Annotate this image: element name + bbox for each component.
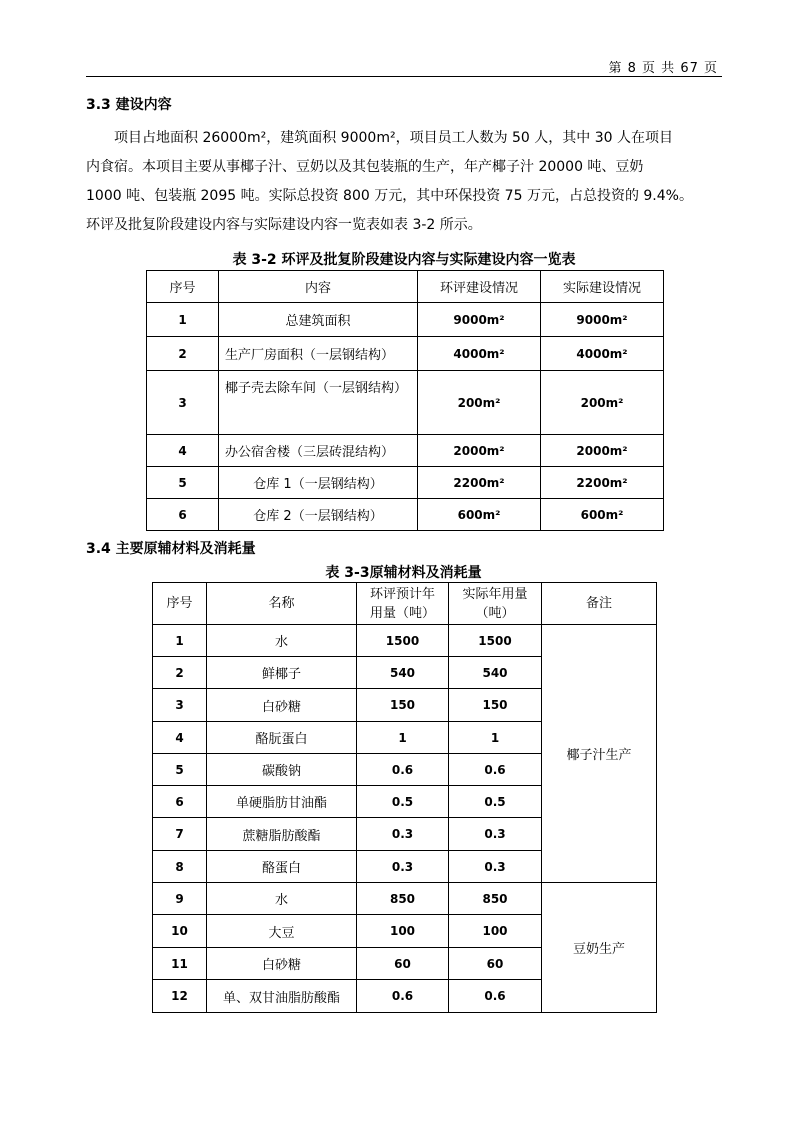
- eia-amount: 60: [357, 948, 449, 980]
- material-name: 单硬脂肪甘油酯: [207, 786, 357, 818]
- eia-amount: 1: [357, 722, 449, 754]
- material-name: 大豆: [207, 915, 357, 948]
- header-cell: 实际建设情况: [541, 271, 664, 303]
- eia-cell: 600m²: [418, 499, 541, 531]
- remark-cell: 豆奶生产: [542, 883, 657, 1013]
- eia-amount: 150: [357, 689, 449, 722]
- paragraph-line: 环评及批复阶段建设内容与实际建设内容一览表如表 3-2 所示。: [86, 217, 482, 233]
- header-cell: 名称: [207, 583, 357, 625]
- row-number: 10: [153, 915, 207, 948]
- row-number: 1: [153, 625, 207, 657]
- eia-amount: 0.3: [357, 851, 449, 883]
- header-cell: 序号: [153, 583, 207, 625]
- row-number: 6: [153, 786, 207, 818]
- row-number: 4: [153, 722, 207, 754]
- actual-cell: 600m²: [541, 499, 664, 531]
- eia-cell: 200m²: [418, 371, 541, 435]
- row-number: 6: [147, 499, 219, 531]
- actual-amount: 0.6: [449, 980, 542, 1013]
- paragraph-line: 项目占地面积 26000m²，建筑面积 9000m²，项目员工人数为 50 人，其中 30 人在项目: [114, 130, 673, 146]
- eia-amount: 100: [357, 915, 449, 948]
- header-cell: 环评建设情况: [418, 271, 541, 303]
- eia-amount: 540: [357, 657, 449, 689]
- material-name: 水: [207, 883, 357, 915]
- page-number: 第 8 页 共 67 页: [608, 61, 718, 76]
- content-cell: 仓库 2（一层钢结构）: [219, 499, 418, 531]
- table-3-3: [152, 582, 657, 1013]
- table-row: [147, 467, 664, 499]
- table-3-2: [146, 270, 664, 531]
- actual-amount: 850: [449, 883, 542, 915]
- table-row: [147, 499, 664, 531]
- content-cell: 总建筑面积: [219, 303, 418, 337]
- actual-amount: 60: [449, 948, 542, 980]
- actual-cell: 200m²: [541, 371, 664, 435]
- table-3-3-caption: 表 3-3原辅材料及消耗量: [325, 565, 482, 581]
- content-cell: 仓库 1（一层钢结构）: [219, 467, 418, 499]
- material-name: 酪蛋白: [207, 851, 357, 883]
- actual-amount: 1500: [449, 625, 542, 657]
- row-number: 11: [153, 948, 207, 980]
- table-header-row: [153, 583, 657, 625]
- eia-amount: 0.3: [357, 818, 449, 851]
- eia-amount: 850: [357, 883, 449, 915]
- row-number: 5: [147, 467, 219, 499]
- eia-amount: 1500: [357, 625, 449, 657]
- eia-cell: 9000m²: [418, 303, 541, 337]
- material-name: 鲜椰子: [207, 657, 357, 689]
- paragraph-line: 1000 吨、包装瓶 2095 吨。实际总投资 800 万元，其中环保投资 75 万元，占总投资的 9.4%。: [86, 188, 693, 204]
- row-number: 8: [153, 851, 207, 883]
- actual-amount: 0.5: [449, 786, 542, 818]
- content-cell: 生产厂房面积（一层钢结构）: [219, 337, 418, 371]
- material-name: 单、双甘油脂肪酸酯: [207, 980, 357, 1013]
- section-3-3-paragraph: [86, 124, 736, 240]
- eia-amount: 0.6: [357, 754, 449, 786]
- actual-cell: 2200m²: [541, 467, 664, 499]
- header-cell: [357, 583, 449, 625]
- material-name: 蔗糖脂肪酸酯: [207, 818, 357, 851]
- actual-amount: 100: [449, 915, 542, 948]
- actual-amount: 150: [449, 689, 542, 722]
- section-heading-3-4: 3.4 主要原辅材料及消耗量: [86, 541, 256, 557]
- header-cell: 内容: [219, 271, 418, 303]
- header-line: 实际年用量: [462, 586, 528, 602]
- table-row: [147, 303, 664, 337]
- table-header-row: [147, 271, 664, 303]
- header-rule: [86, 76, 722, 77]
- table-row: [147, 337, 664, 371]
- remark-cell: 椰子汁生产: [542, 625, 657, 883]
- eia-amount: 0.6: [357, 980, 449, 1013]
- header-cell: 序号: [147, 271, 219, 303]
- paragraph-line: 内食宿。本项目主要从事椰子汁、豆奶以及其包装瓶的生产，年产椰子汁 20000 吨、豆奶: [86, 159, 644, 175]
- actual-amount: 1: [449, 722, 542, 754]
- row-number: 9: [153, 883, 207, 915]
- table-row: [147, 371, 664, 435]
- material-name: 白砂糖: [207, 948, 357, 980]
- actual-amount: 0.3: [449, 851, 542, 883]
- row-number: 4: [147, 435, 219, 467]
- table-row: [153, 883, 657, 915]
- row-number: 3: [153, 689, 207, 722]
- row-number: 1: [147, 303, 219, 337]
- row-number: 5: [153, 754, 207, 786]
- header-line: 用量（吨）: [369, 605, 435, 621]
- actual-amount: 540: [449, 657, 542, 689]
- content-cell: 办公宿舍楼（三层砖混结构）: [219, 435, 418, 467]
- table-3-2-caption: 表 3-2 环评及批复阶段建设内容与实际建设内容一览表: [232, 252, 576, 268]
- table-row: [147, 435, 664, 467]
- actual-cell: 2000m²: [541, 435, 664, 467]
- material-name: 白砂糖: [207, 689, 357, 722]
- material-name: 水: [207, 625, 357, 657]
- section-heading-3-3: 3.3 建设内容: [86, 97, 172, 113]
- table-row: [153, 625, 657, 657]
- header-line: 环评预计年: [369, 586, 435, 602]
- row-number: 7: [153, 818, 207, 851]
- material-name: 酪朊蛋白: [207, 722, 357, 754]
- row-number: 3: [147, 371, 219, 435]
- row-number: 12: [153, 980, 207, 1013]
- material-name: 碳酸钠: [207, 754, 357, 786]
- header-cell: 备注: [542, 583, 657, 625]
- content-cell: 椰子壳去除车间（一层钢结构）: [219, 371, 418, 435]
- eia-amount: 0.5: [357, 786, 449, 818]
- header-cell: [449, 583, 542, 625]
- header-line: （吨）: [475, 605, 515, 621]
- actual-cell: 9000m²: [541, 303, 664, 337]
- row-number: 2: [153, 657, 207, 689]
- row-number: 2: [147, 337, 219, 371]
- eia-cell: 2200m²: [418, 467, 541, 499]
- eia-cell: 4000m²: [418, 337, 541, 371]
- actual-amount: 0.3: [449, 818, 542, 851]
- actual-amount: 0.6: [449, 754, 542, 786]
- eia-cell: 2000m²: [418, 435, 541, 467]
- actual-cell: 4000m²: [541, 337, 664, 371]
